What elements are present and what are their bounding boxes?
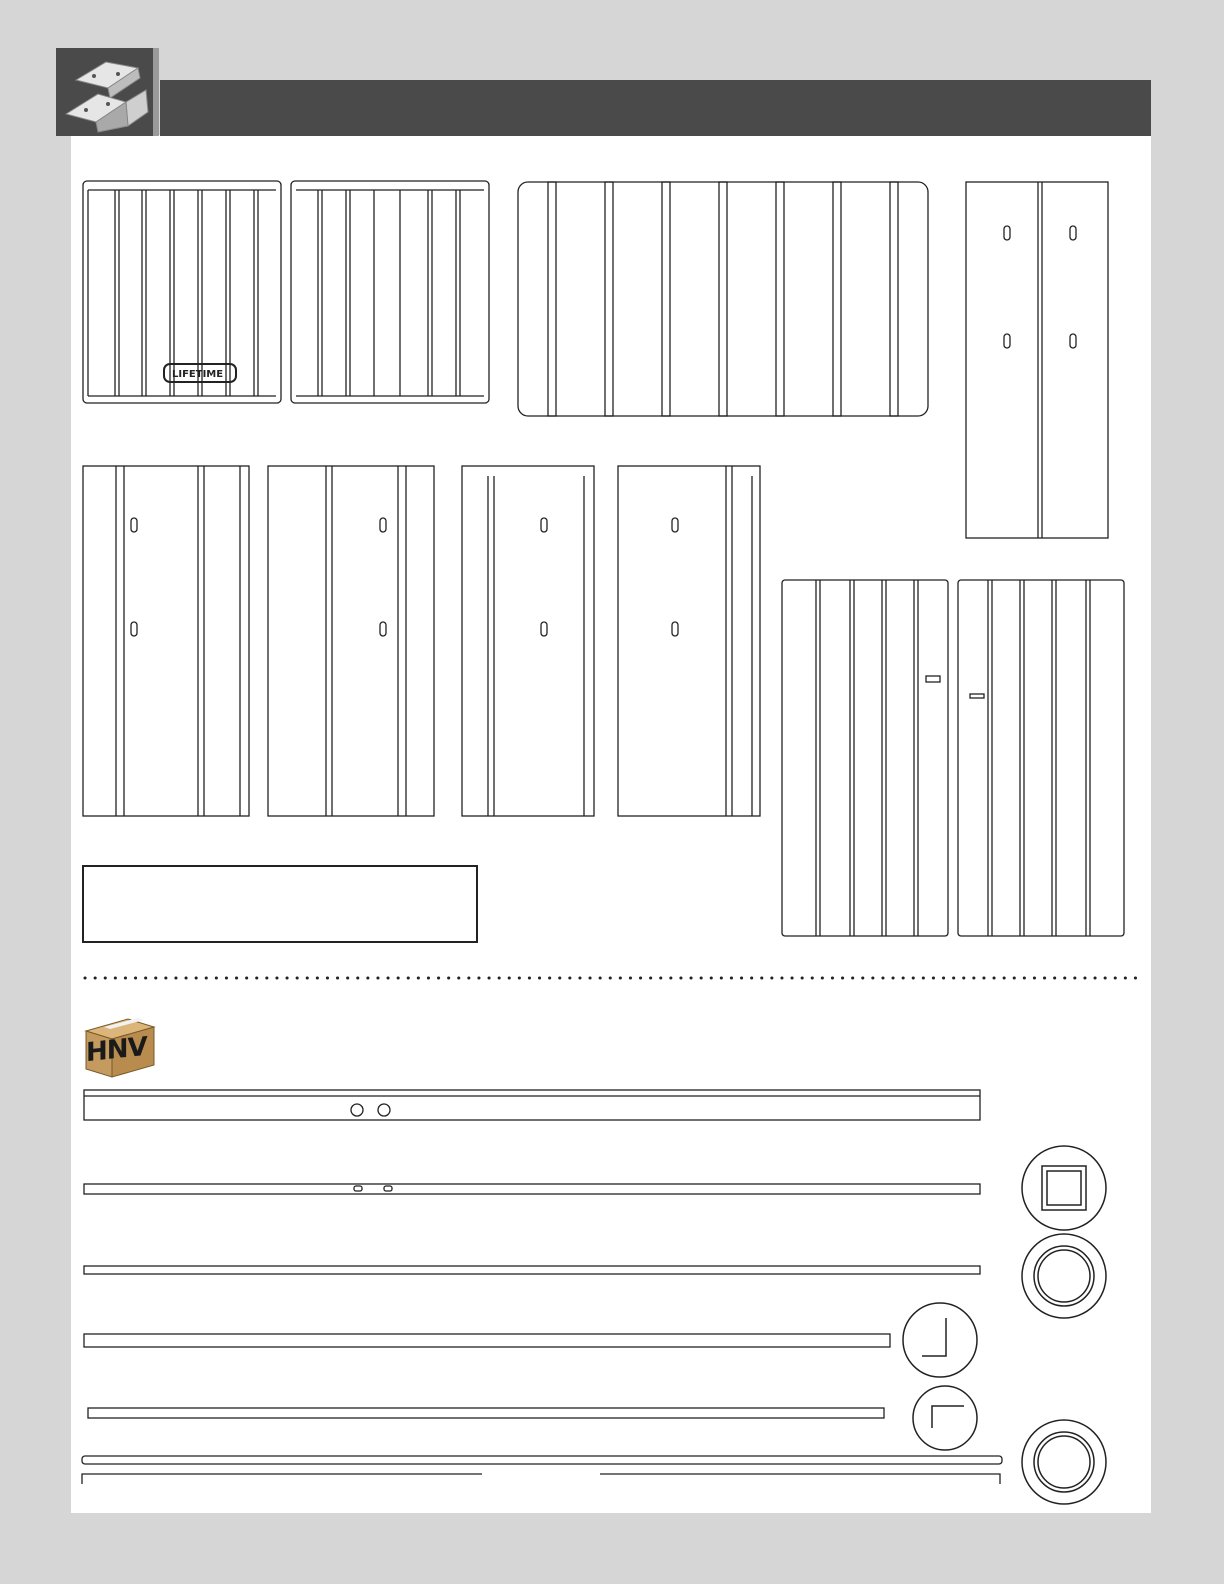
wall-panel-b (268, 466, 434, 816)
brand-logo-label: LIFETIME (172, 369, 224, 380)
wall-panel-right (291, 181, 489, 403)
round-washer-large-icon (1022, 1420, 1106, 1504)
l-bracket-icon (903, 1303, 977, 1377)
rail-long-f (82, 1456, 1002, 1464)
rail-long-b (84, 1184, 980, 1194)
wall-panel-c (462, 466, 594, 816)
angle-bracket-icon (913, 1386, 977, 1450)
rail-long-c (84, 1266, 980, 1274)
tall-wall-panel (966, 182, 1108, 538)
door-panel-left (782, 580, 948, 936)
wall-panel-a (83, 466, 249, 816)
rail-long-d (84, 1334, 890, 1347)
hardware-box-label: HNV (86, 1031, 147, 1069)
note-box (82, 865, 478, 943)
rail-long-e (88, 1408, 884, 1418)
roof-panel (518, 182, 928, 416)
rail-long-a (84, 1090, 980, 1120)
wall-panel-d (618, 466, 760, 816)
round-washer-icon (1022, 1234, 1106, 1318)
hardware-box-icon (82, 1013, 157, 1079)
door-panel-right (958, 580, 1124, 936)
square-washer-icon (1022, 1146, 1106, 1230)
